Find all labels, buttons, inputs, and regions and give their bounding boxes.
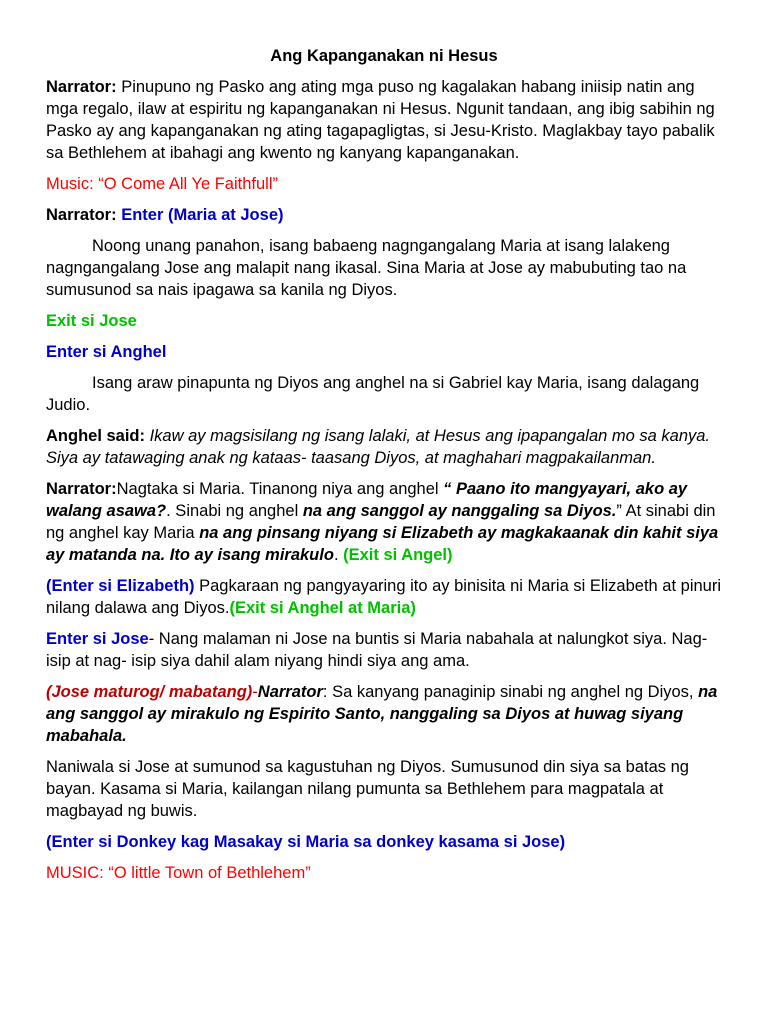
enter-cue-elizabeth: (Enter si Elizabeth) — [46, 577, 195, 595]
music-cue-2: MUSIC: “O little Town of Bethlehem” — [46, 864, 311, 882]
maria-question: “ Paano ito mangyayari, ako ay walang asawa? — [46, 480, 688, 520]
exit-cue-angel: (Exit si Angel) — [343, 546, 453, 564]
elizabeth-text: Pagkaraan ng pangyayaring ito ay binisita ni Maria si Elizabeth at pinuri nilang dalawa ang Diyos. — [46, 577, 722, 617]
narrator-maria-paragraph — [46, 478, 722, 566]
enter-cue-anghel: Enter si Anghel — [46, 343, 167, 361]
page-title: Ang Kapanganakan ni Hesus — [270, 47, 498, 65]
anghel-label: Anghel said: — [46, 427, 146, 445]
anghel-speech-text: Ikaw ay magsisilang ng isang lalaki, at Hesus ang ipapangalan mo sa kanya. Siya ay tatawaging anak ng kataas- taasang Diyos, at maghahari magpakailanman. — [46, 427, 711, 467]
anghel-answer: na ang sanggol ay nanggaling sa Diyos. — [302, 502, 617, 520]
narrator-text: : Sa kanyang panaginip sinabi ng anghel ng Diyos, — [322, 683, 699, 701]
narrator-label: Narrator: — [46, 78, 117, 96]
story-paragraph-3: Naniwala si Jose at sumunod sa kagustuhan ng Diyos. Sumusunod din siya sa batas ng bayan. Kasama si Maria, kailangan nilang pumunta sa Bethlehem para magpatala at magbayad ng buwis. — [46, 758, 689, 820]
enter-cue-jose: Enter si Jose — [46, 630, 149, 648]
exit-cue-anghel-maria: (Exit si Anghel at Maria) — [229, 599, 416, 617]
jose-paragraph — [46, 628, 722, 672]
elizabeth-paragraph — [46, 575, 722, 619]
stage-cue-jose-sleep: (Jose maturog/ mabatang) — [46, 683, 253, 701]
narrator-text-1: Nagtaka si Maria. Tinanong niya ang anghel — [116, 480, 444, 498]
narrator-text-4: . — [333, 546, 344, 564]
dash: - — [252, 683, 258, 701]
narrator-label: Narrator — [257, 683, 323, 701]
narrator-enter-line — [46, 204, 722, 226]
jose-text: - Nang malaman ni Jose na buntis si Maria nabahala at nalungkot siya. Nag- isip at nag- isip siya dahil alam niyang hindi siya ang ama. — [46, 630, 708, 670]
anghel-message: na ang sanggol ay mirakulo ng Espirito Santo, nanggaling sa Diyos at huwag siyang mabahala. — [46, 683, 718, 745]
anghel-elizabeth-news: na ang pinsang niyang si Elizabeth ay magkakaanak din kahit siya ay matanda na. Ito ay isang mirakulo — [46, 524, 719, 564]
narrator-text-2: . Sinabi ng anghel — [166, 502, 303, 520]
narrator-label: Narrator: — [46, 480, 117, 498]
narrator-intro-text: Pinupuno ng Pasko ang ating mga puso ng kagalakan habang iniisip natin ang mga regalo, ilaw at espiritu ng kapanganakan ni Hesus. Ngunit tandaan, ang ibig sabihin ng Pasko ay ang kapanganakan ng ating tagapagligtas, si Jesu-Kristo. Maglakbay tayo pabalik sa Bethlehem at ibahagi ang kwento ng kanyang kapanganakan. — [46, 78, 715, 162]
story-paragraph-2: Isang araw pinapunta ng Diyos ang anghel na si Gabriel kay Maria, isang dalagang Judio. — [46, 374, 700, 414]
narrator-label: Narrator: — [46, 206, 122, 224]
story-paragraph-1: Noong unang panahon, isang babaeng nagngangalang Maria at isang lalakeng nagngangalang Jose ang malapit nang ikasal. Sina Maria at Jose ay mabubuting tao na sumusunod sa nais ipagawa sa kanila ng Diyos. — [46, 237, 687, 299]
enter-cue-maria-jose: Enter (Maria at Jose) — [121, 206, 284, 224]
jose-dream-paragraph — [46, 681, 722, 747]
narrator-text-3: ” At sinabi din ng anghel kay Maria — [46, 502, 716, 542]
narrator-intro-paragraph — [46, 76, 722, 164]
music-cue-1: Music: “O Come All Ye Faithfull” — [46, 175, 278, 193]
anghel-speech-paragraph — [46, 425, 722, 469]
enter-cue-donkey: (Enter si Donkey kag Masakay si Maria sa donkey kasama si Jose) — [46, 833, 566, 851]
exit-cue-jose: Exit si Jose — [46, 312, 137, 330]
